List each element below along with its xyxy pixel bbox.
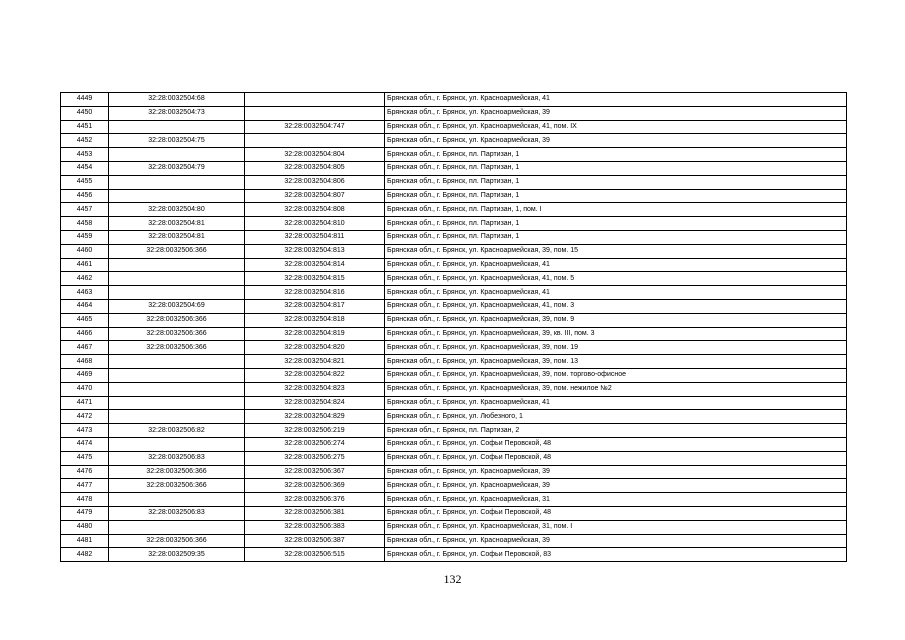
address-cell: Брянская обл., г. Брянск, ул. Красноармейская, 39, пом. 13 [385, 355, 847, 369]
object-cadastral-number-cell: 32:28:0032504:820 [245, 341, 385, 355]
table-row [61, 313, 847, 327]
address-cell: Брянская обл., г. Брянск, ул. Красноармейская, 39, пом. 15 [385, 244, 847, 258]
row-number-cell: 4469 [61, 368, 109, 382]
row-number-cell: 4462 [61, 272, 109, 286]
object-cadastral-number-cell: 32:28:0032506:387 [245, 534, 385, 548]
table-row [61, 134, 847, 148]
table-row [61, 217, 847, 231]
address-cell: Брянская обл., г. Брянск, ул. Красноармейская, 39 [385, 465, 847, 479]
row-number-cell: 4452 [61, 134, 109, 148]
table-row [61, 410, 847, 424]
object-cadastral-number-cell: 32:28:0032504:814 [245, 258, 385, 272]
cadastral-number-cell: 32:28:0032504:75 [109, 134, 245, 148]
address-cell: Брянская обл., г. Брянск, ул. Софьи Перовской, 83 [385, 548, 847, 562]
table-row [61, 424, 847, 438]
row-number-cell: 4476 [61, 465, 109, 479]
cadastral-number-cell: 32:28:0032504:68 [109, 93, 245, 107]
cadastral-number-cell [109, 368, 245, 382]
cadastral-number-cell [109, 286, 245, 300]
address-cell: Брянская обл., г. Брянск, ул. Красноармейская, 41, пом. 5 [385, 272, 847, 286]
row-number-cell: 4457 [61, 203, 109, 217]
object-cadastral-number-cell: 32:28:0032504:808 [245, 203, 385, 217]
object-cadastral-number-cell: 32:28:0032504:805 [245, 161, 385, 175]
row-number-cell: 4455 [61, 175, 109, 189]
address-cell: Брянская обл., г. Брянск, ул. Красноармейская, 31 [385, 493, 847, 507]
cadastral-number-cell: 32:28:0032504:79 [109, 161, 245, 175]
table-row [61, 327, 847, 341]
table-row [61, 148, 847, 162]
address-cell: Брянская обл., г. Брянск, ул. Красноармейская, 39, кв. III, пом. 3 [385, 327, 847, 341]
address-cell: Брянская обл., г. Брянск, ул. Красноармейская, 39 [385, 134, 847, 148]
cadastral-number-cell [109, 272, 245, 286]
object-cadastral-number-cell: 32:28:0032504:810 [245, 217, 385, 231]
object-cadastral-number-cell: 32:28:0032506:515 [245, 548, 385, 562]
cadastral-number-cell: 32:28:0032506:366 [109, 313, 245, 327]
table-row [61, 534, 847, 548]
object-cadastral-number-cell: 32:28:0032504:813 [245, 244, 385, 258]
cadastral-number-cell: 32:28:0032506:366 [109, 465, 245, 479]
table-row [61, 396, 847, 410]
address-cell: Брянская обл., г. Брянск, ул. Софьи Перовской, 48 [385, 437, 847, 451]
table-row [61, 355, 847, 369]
object-cadastral-number-cell: 32:28:0032504:819 [245, 327, 385, 341]
cadastral-number-cell: 32:28:0032509:35 [109, 548, 245, 562]
object-cadastral-number-cell: 32:28:0032504:818 [245, 313, 385, 327]
address-cell: Брянская обл., г. Брянск, ул. Красноармейская, 39 [385, 479, 847, 493]
cadastral-number-cell: 32:28:0032506:366 [109, 341, 245, 355]
row-number-cell: 4481 [61, 534, 109, 548]
address-cell: Брянская обл., г. Брянск, ул. Красноармейская, 31, пом. I [385, 520, 847, 534]
address-cell: Брянская обл., г. Брянск, пл. Партизан, 1, пом. I [385, 203, 847, 217]
row-number-cell: 4460 [61, 244, 109, 258]
cadastral-number-cell [109, 175, 245, 189]
row-number-cell: 4453 [61, 148, 109, 162]
object-cadastral-number-cell: 32:28:0032504:747 [245, 120, 385, 134]
row-number-cell: 4463 [61, 286, 109, 300]
object-cadastral-number-cell: 32:28:0032504:829 [245, 410, 385, 424]
row-number-cell: 4451 [61, 120, 109, 134]
row-number-cell: 4454 [61, 161, 109, 175]
object-cadastral-number-cell [245, 134, 385, 148]
cadastral-number-cell: 32:28:0032506:82 [109, 424, 245, 438]
table-row [61, 299, 847, 313]
address-cell: Брянская обл., г. Брянск, пл. Партизан, 1 [385, 217, 847, 231]
address-cell: Брянская обл., г. Брянск, ул. Красноармейская, 39, пом. 9 [385, 313, 847, 327]
cadastral-number-cell [109, 493, 245, 507]
cadastral-number-cell: 32:28:0032504:80 [109, 203, 245, 217]
cadastral-number-cell: 32:28:0032504:81 [109, 230, 245, 244]
object-cadastral-number-cell [245, 106, 385, 120]
table-row [61, 286, 847, 300]
object-cadastral-number-cell: 32:28:0032504:804 [245, 148, 385, 162]
address-cell: Брянская обл., г. Брянск, ул. Любезного, 1 [385, 410, 847, 424]
cadastral-number-cell [109, 382, 245, 396]
object-cadastral-number-cell: 32:28:0032506:274 [245, 437, 385, 451]
row-number-cell: 4468 [61, 355, 109, 369]
address-cell: Брянская обл., г. Брянск, ул. Красноармейская, 41 [385, 286, 847, 300]
cadastral-number-cell [109, 355, 245, 369]
object-cadastral-number-cell: 32:28:0032506:219 [245, 424, 385, 438]
row-number-cell: 4475 [61, 451, 109, 465]
table-row [61, 258, 847, 272]
table-row [61, 341, 847, 355]
address-cell: Брянская обл., г. Брянск, ул. Красноармейская, 39, пом. торгово-офисное [385, 368, 847, 382]
row-number-cell: 4464 [61, 299, 109, 313]
row-number-cell: 4478 [61, 493, 109, 507]
address-cell: Брянская обл., г. Брянск, ул. Софьи Перовской, 48 [385, 451, 847, 465]
table-row [61, 230, 847, 244]
row-number-cell: 4471 [61, 396, 109, 410]
address-cell: Брянская обл., г. Брянск, ул. Красноармейская, 41, пом. 3 [385, 299, 847, 313]
page-number: 132 [443, 572, 462, 586]
cadastral-number-cell: 32:28:0032506:366 [109, 479, 245, 493]
object-cadastral-number-cell: 32:28:0032506:376 [245, 493, 385, 507]
table-row [61, 465, 847, 479]
object-cadastral-number-cell: 32:28:0032504:817 [245, 299, 385, 313]
table-row [61, 272, 847, 286]
address-cell: Брянская обл., г. Брянск, пл. Партизан, 1 [385, 148, 847, 162]
cadastral-number-cell [109, 148, 245, 162]
table-row [61, 244, 847, 258]
object-cadastral-number-cell: 32:28:0032504:816 [245, 286, 385, 300]
object-cadastral-number-cell: 32:28:0032504:823 [245, 382, 385, 396]
row-number-cell: 4479 [61, 506, 109, 520]
object-cadastral-number-cell: 32:28:0032504:807 [245, 189, 385, 203]
address-cell: Брянская обл., г. Брянск, пл. Партизан, 1 [385, 161, 847, 175]
cadastral-number-cell: 32:28:0032504:69 [109, 299, 245, 313]
table-row [61, 189, 847, 203]
address-cell: Брянская обл., г. Брянск, ул. Красноармейская, 39, пом. 19 [385, 341, 847, 355]
address-cell: Брянская обл., г. Брянск, пл. Партизан, 1 [385, 230, 847, 244]
table-row [61, 520, 847, 534]
row-number-cell: 4467 [61, 341, 109, 355]
row-number-cell: 4465 [61, 313, 109, 327]
object-cadastral-number-cell: 32:28:0032506:369 [245, 479, 385, 493]
address-cell: Брянская обл., г. Брянск, ул. Красноармейская, 39, пом. нежилое №2 [385, 382, 847, 396]
table-row [61, 161, 847, 175]
object-cadastral-number-cell: 32:28:0032506:367 [245, 465, 385, 479]
address-cell: Брянская обл., г. Брянск, пл. Партизан, 1 [385, 175, 847, 189]
row-number-cell: 4472 [61, 410, 109, 424]
address-cell: Брянская обл., г. Брянск, ул. Красноармейская, 39 [385, 534, 847, 548]
object-cadastral-number-cell [245, 93, 385, 107]
row-number-cell: 4470 [61, 382, 109, 396]
table-row [61, 437, 847, 451]
cadastral-number-cell: 32:28:0032506:83 [109, 451, 245, 465]
row-number-cell: 4480 [61, 520, 109, 534]
row-number-cell: 4474 [61, 437, 109, 451]
row-number-cell: 4466 [61, 327, 109, 341]
cadastral-number-cell [109, 120, 245, 134]
row-number-cell: 4459 [61, 230, 109, 244]
cadastral-number-cell: 32:28:0032506:366 [109, 534, 245, 548]
cadastral-number-cell: 32:28:0032504:81 [109, 217, 245, 231]
object-cadastral-number-cell: 32:28:0032504:821 [245, 355, 385, 369]
address-cell: Брянская обл., г. Брянск, ул. Красноармейская, 41 [385, 396, 847, 410]
row-number-cell: 4456 [61, 189, 109, 203]
cadastral-table-body [61, 93, 847, 562]
table-row [61, 548, 847, 562]
table-row [61, 203, 847, 217]
cadastral-number-cell: 32:28:0032506:83 [109, 506, 245, 520]
cadastral-number-cell: 32:28:0032504:73 [109, 106, 245, 120]
address-cell: Брянская обл., г. Брянск, ул. Красноармейская, 39 [385, 106, 847, 120]
cadastral-number-cell: 32:28:0032506:366 [109, 244, 245, 258]
object-cadastral-number-cell: 32:28:0032504:811 [245, 230, 385, 244]
cadastral-number-cell [109, 410, 245, 424]
row-number-cell: 4477 [61, 479, 109, 493]
object-cadastral-number-cell: 32:28:0032504:806 [245, 175, 385, 189]
cadastral-number-cell [109, 437, 245, 451]
address-cell: Брянская обл., г. Брянск, ул. Красноармейская, 41 [385, 93, 847, 107]
object-cadastral-number-cell: 32:28:0032506:275 [245, 451, 385, 465]
address-cell: Брянская обл., г. Брянск, пл. Партизан, 2 [385, 424, 847, 438]
table-row [61, 93, 847, 107]
table-row [61, 175, 847, 189]
table-row [61, 382, 847, 396]
cadastral-number-cell [109, 396, 245, 410]
address-cell: Брянская обл., г. Брянск, пл. Партизан, 1 [385, 189, 847, 203]
cadastral-table [60, 92, 847, 562]
object-cadastral-number-cell: 32:28:0032504:815 [245, 272, 385, 286]
row-number-cell: 4450 [61, 106, 109, 120]
object-cadastral-number-cell: 32:28:0032506:381 [245, 506, 385, 520]
object-cadastral-number-cell: 32:28:0032506:383 [245, 520, 385, 534]
table-row [61, 368, 847, 382]
object-cadastral-number-cell: 32:28:0032504:824 [245, 396, 385, 410]
table-row [61, 479, 847, 493]
row-number-cell: 4473 [61, 424, 109, 438]
cadastral-number-cell: 32:28:0032506:366 [109, 327, 245, 341]
row-number-cell: 4461 [61, 258, 109, 272]
cadastral-number-cell [109, 520, 245, 534]
table-row [61, 106, 847, 120]
table-row [61, 506, 847, 520]
row-number-cell: 4458 [61, 217, 109, 231]
address-cell: Брянская обл., г. Брянск, ул. Красноармейская, 41, пом. IX [385, 120, 847, 134]
table-row [61, 120, 847, 134]
row-number-cell: 4482 [61, 548, 109, 562]
address-cell: Брянская обл., г. Брянск, ул. Красноармейская, 41 [385, 258, 847, 272]
object-cadastral-number-cell: 32:28:0032504:822 [245, 368, 385, 382]
row-number-cell: 4449 [61, 93, 109, 107]
table-row [61, 493, 847, 507]
cadastral-number-cell [109, 189, 245, 203]
cadastral-number-cell [109, 258, 245, 272]
table-row [61, 451, 847, 465]
address-cell: Брянская обл., г. Брянск, ул. Софьи Перовской, 48 [385, 506, 847, 520]
